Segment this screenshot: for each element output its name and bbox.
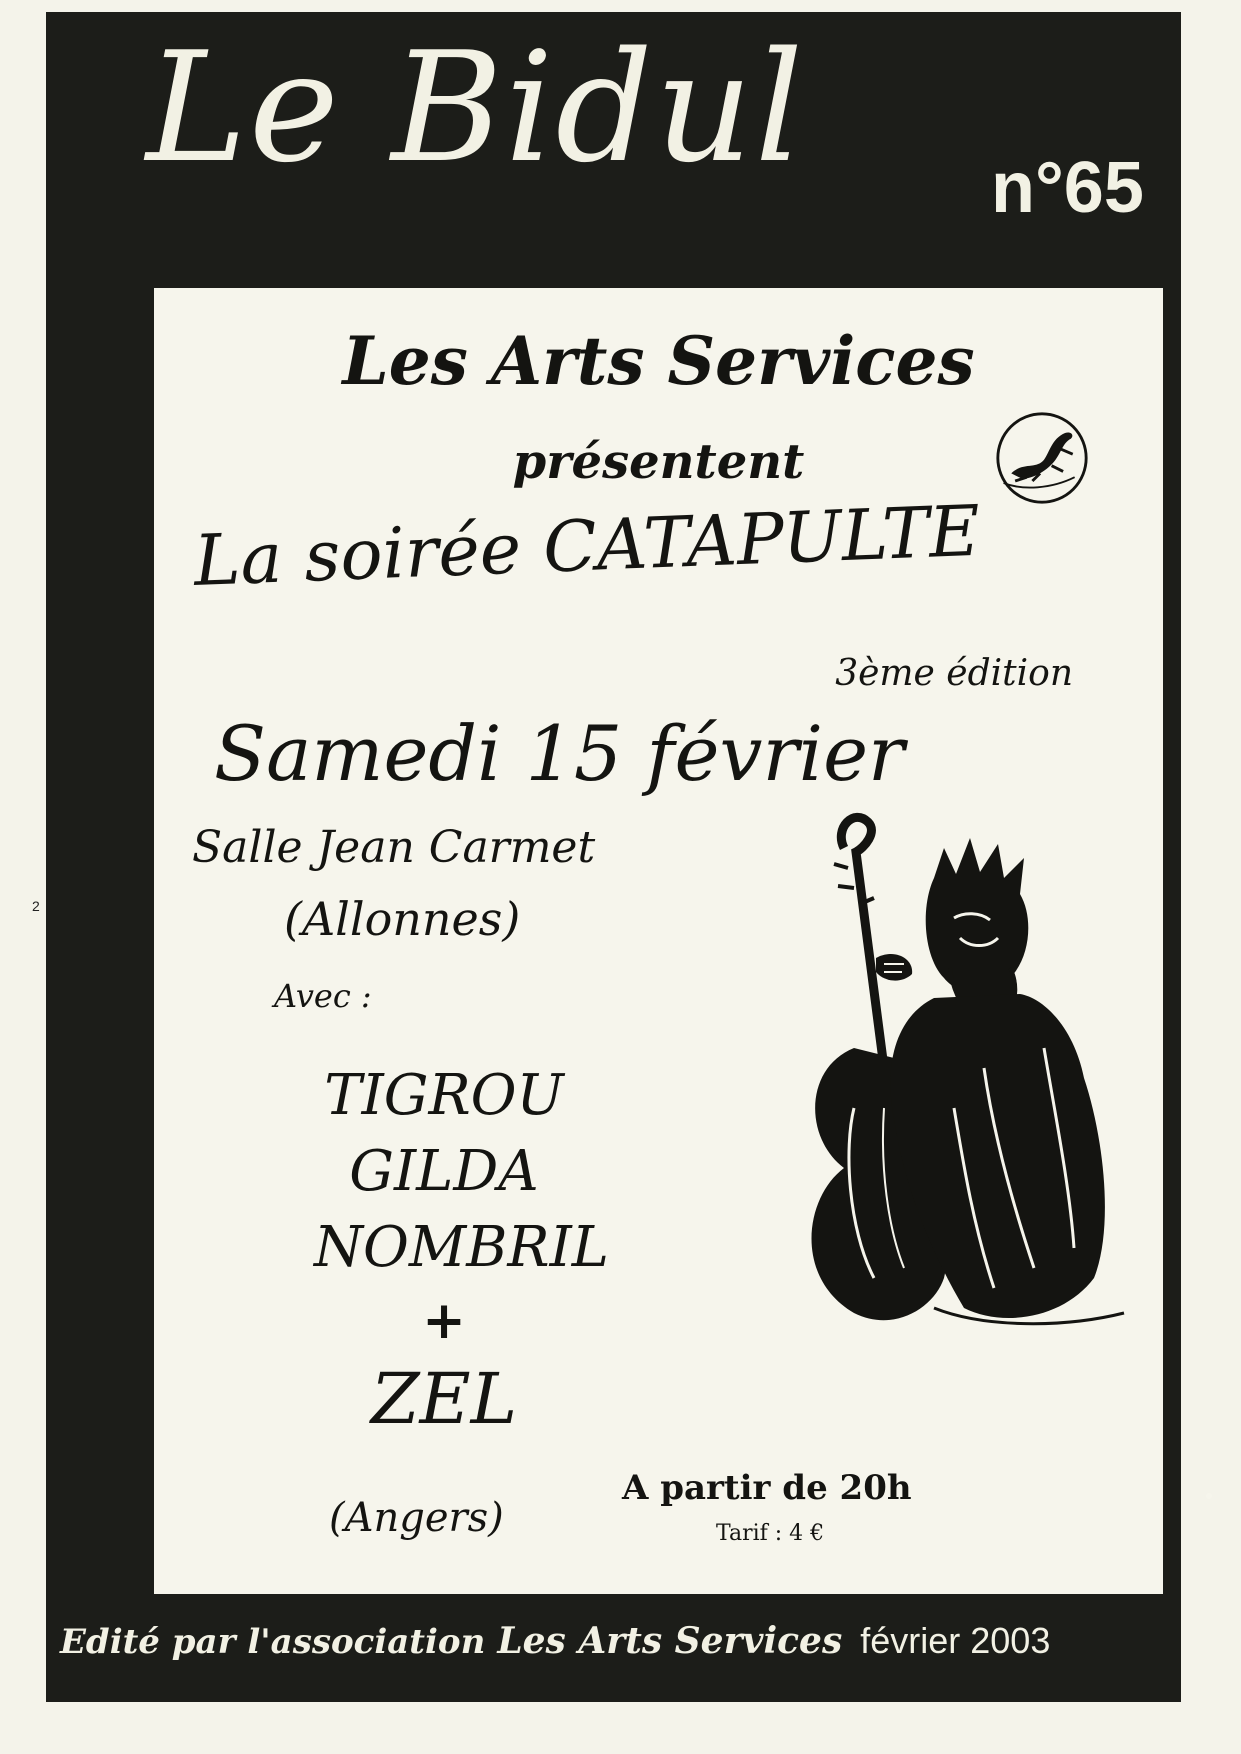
headliner-origin: (Angers) [329,1495,504,1541]
plus-sign: + [422,1291,466,1351]
footer-date: février 2003 [860,1620,1051,1661]
start-time: A partir de 20h [622,1468,912,1508]
footer-association: Les Arts Services [497,1620,843,1662]
masthead-title: Le Bidul [146,19,806,196]
headliner-name: ZEL [370,1358,518,1440]
ticket-price: Tarif : 4 € [716,1521,825,1546]
page-number: 2 [32,898,40,914]
event-name: La soirée CATAPULTE [192,489,982,602]
footer [60,1620,1170,1662]
edition-label: 3ème édition [835,653,1073,694]
organizer-name: Les Arts Services [342,322,975,400]
edited-by-label: Edité par l'association [60,1622,486,1662]
cover [46,12,1181,1702]
band-name: GILDA [349,1139,539,1204]
presents-text: présentent [512,434,805,490]
venue-town: (Allonnes) [284,892,521,946]
scan-speck [1206,1493,1212,1499]
with-label: Avec : [274,977,372,1015]
event-poster [154,288,1163,1594]
band-lineup [314,1058,609,1442]
issue-number: n°65 [991,148,1144,228]
band-name: NOMBRIL [314,1215,609,1280]
event-date: Samedi 15 février [214,709,905,798]
venue-name: Salle Jean Carmet [192,822,596,873]
band-name: TIGROU [324,1063,564,1128]
double-bass-player-drawing-icon [784,808,1134,1338]
